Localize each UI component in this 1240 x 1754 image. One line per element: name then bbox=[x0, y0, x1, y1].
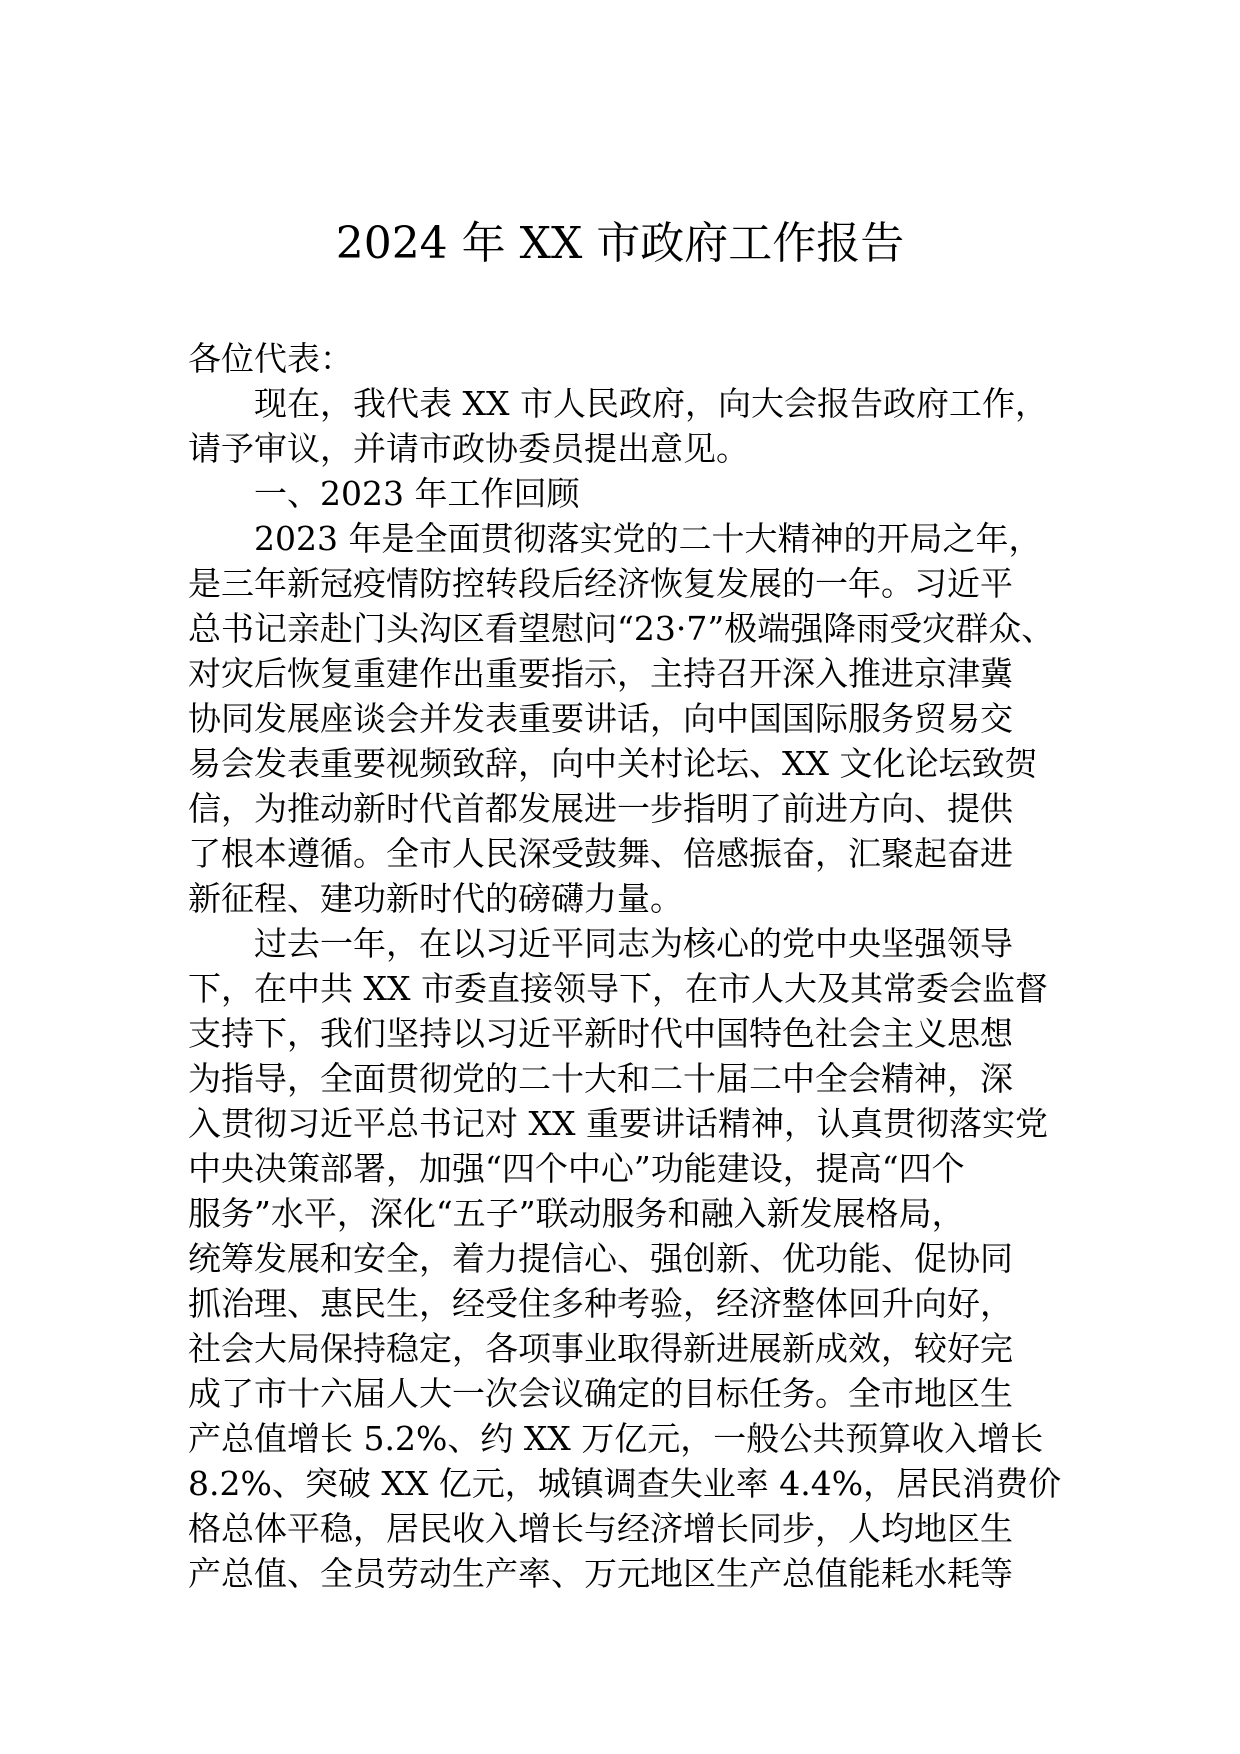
document-title: 2024 年 XX 市政府工作报告 bbox=[335, 218, 905, 269]
text-line: 服务”水平，深化“五子”联动服务和融入新发展格局， bbox=[188, 1194, 965, 1233]
text-line: 格总体平稳，居民收入增长与经济增长同步，人均地区生 bbox=[188, 1509, 1013, 1548]
text-line: 8.2%、突破 XX 亿元，城镇调查失业率 4.4%，居民消费价 bbox=[188, 1464, 1062, 1503]
text-line: 对灾后恢复重建作出重要指示，主持召开深入推进京津冀 bbox=[188, 654, 1013, 693]
salutation-line: 各位代表： bbox=[188, 339, 353, 378]
text-line: 抓治理、惠民生，经受住多种考验，经济整体回升向好， bbox=[188, 1284, 1013, 1323]
text-line: 统筹发展和安全，着力提信心、强创新、优功能、促协同 bbox=[188, 1239, 1013, 1278]
text-line: 过去一年，在以习近平同志为核心的党中央坚强领导 bbox=[254, 924, 1013, 963]
text-line: 请予审议，并请市政协委员提出意见。 bbox=[188, 429, 749, 468]
text-line: 信，为推动新时代首都发展进一步指明了前进方向、提供 bbox=[188, 789, 1013, 828]
text-line: 了根本遵循。全市人民深受鼓舞、倍感振奋，汇聚起奋进 bbox=[188, 834, 1013, 873]
document-body bbox=[188, 336, 1068, 1596]
text-line: 易会发表重要视频致辞，向中关村论坛、XX 文化论坛致贺 bbox=[188, 744, 1038, 783]
section-heading: 一、2023 年工作回顾 bbox=[254, 474, 580, 513]
text-line: 现在，我代表 XX 市人民政府，向大会报告政府工作， bbox=[254, 384, 1048, 423]
text-line: 产总值增长 5.2%、约 XX 万亿元，一般公共预算收入增长 bbox=[188, 1419, 1044, 1458]
text-line: 新征程、建功新时代的磅礴力量。 bbox=[188, 879, 683, 918]
text-line: 总书记亲赴门头沟区看望慰问“23·7”极端强降雨受灾群众、 bbox=[188, 609, 1055, 648]
text-line: 支持下，我们坚持以习近平新时代中国特色社会主义思想 bbox=[188, 1014, 1013, 1053]
text-line: 产总值、全员劳动生产率、万元地区生产总值能耗水耗等 bbox=[188, 1554, 1013, 1593]
text-line: 2023 年是全面贯彻落实党的二十大精神的开局之年， bbox=[254, 519, 1042, 558]
text-line: 为指导，全面贯彻党的二十大和二十届二中全会精神，深 bbox=[188, 1059, 1013, 1098]
text-line: 入贯彻习近平总书记对 XX 重要讲话精神，认真贯彻落实党 bbox=[188, 1104, 1048, 1143]
text-line: 是三年新冠疫情防控转段后经济恢复发展的一年。习近平 bbox=[188, 564, 1013, 603]
text-line: 成了市十六届人大一次会议确定的目标任务。全市地区生 bbox=[188, 1374, 1013, 1413]
text-line: 中央决策部署，加强“四个中心”功能建设，提高“四个 bbox=[188, 1149, 965, 1188]
text-line: 协同发展座谈会并发表重要讲话，向中国国际服务贸易交 bbox=[188, 699, 1013, 738]
text-line: 社会大局保持稳定，各项事业取得新进展新成效，较好完 bbox=[188, 1329, 1013, 1368]
text-line: 下，在中共 XX 市委直接领导下，在市人大及其常委会监督 bbox=[188, 969, 1048, 1008]
